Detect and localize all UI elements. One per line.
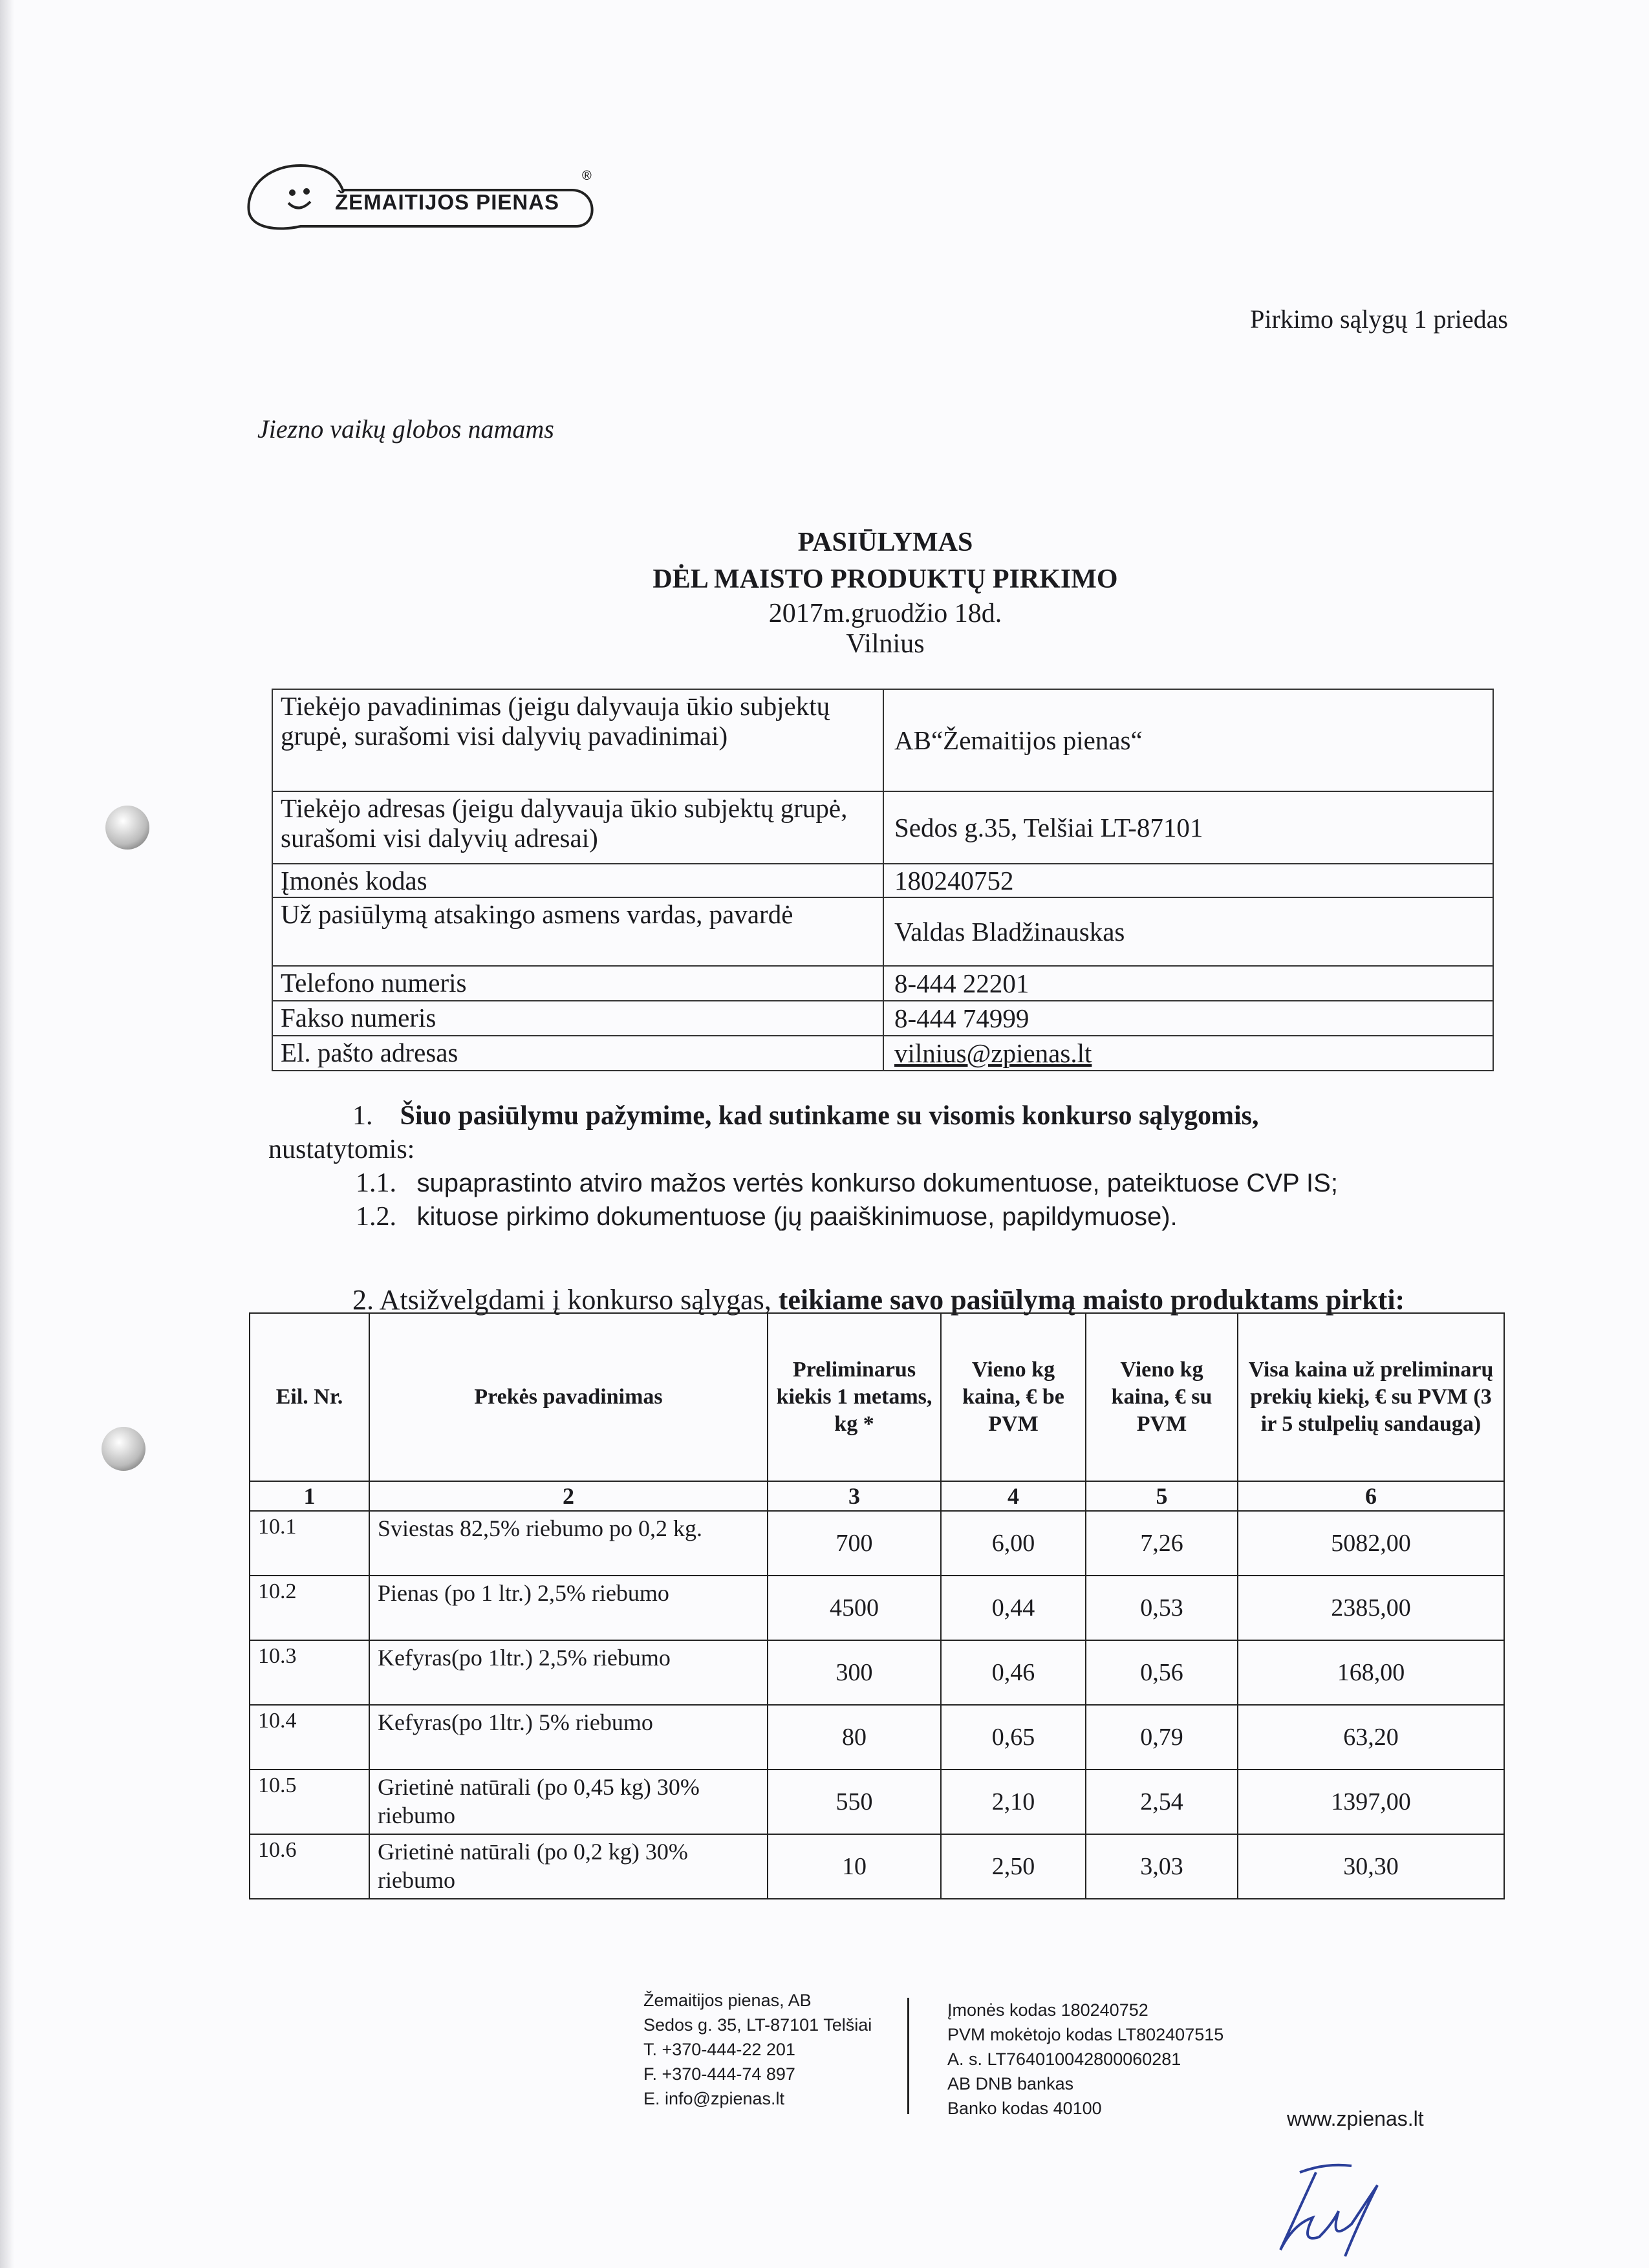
- product-name: Sviestas 82,5% riebumo po 0,2 kg.: [369, 1511, 768, 1576]
- product-row: [250, 1640, 1504, 1705]
- info-label: Tiekėjo pavadinimas (jeigu dalyvauja ūkio subjektų grupė, surašomi visi dalyvių pavadinimai): [272, 689, 883, 791]
- doc-city: Vilnius: [846, 629, 925, 659]
- product-qty: 10: [768, 1834, 941, 1899]
- section-2-statement: teikiame savo pasiūlymą maisto produktams pirkti:: [778, 1284, 1405, 1316]
- col-number: 1: [250, 1481, 369, 1511]
- product-name: Grietinė natūrali (po 0,45 kg) 30% riebumo: [369, 1770, 768, 1834]
- footer-line: Sedos g. 35, LT-87101 Telšiai: [643, 2015, 872, 2035]
- item-text: supaprastinto atviro mažos vertės konkurso dokumentuose, pateiktuose CVP IS;: [416, 1169, 1338, 1197]
- info-row: [272, 791, 1493, 864]
- product-price-vat: 7,26: [1086, 1511, 1238, 1576]
- section-1-statement: Šiuo pasiūlymu pažymime, kad sutinkame su visomis konkurso sąlygomis,: [400, 1101, 1259, 1131]
- info-label: Telefono numeris: [272, 966, 883, 1001]
- product-nr: 10.6: [250, 1834, 369, 1899]
- info-row: [272, 966, 1493, 1001]
- info-row: [272, 689, 1493, 791]
- col-number: 5: [1086, 1481, 1238, 1511]
- product-name: Pienas (po 1 ltr.) 2,5% riebumo: [369, 1576, 768, 1640]
- info-value: 8-444 74999: [883, 1001, 1493, 1036]
- footer-line: T. +370-444-22 201: [643, 2040, 795, 2059]
- doc-title: PASIŪLYMAS: [797, 528, 973, 557]
- info-row: [272, 864, 1493, 897]
- section-1-cont: nustatytomis:: [268, 1135, 415, 1164]
- product-nr: 10.1: [250, 1511, 369, 1576]
- footer-line: Įmonės kodas 180240752: [947, 2000, 1148, 2020]
- product-name: Grietinė natūrali (po 0,2 kg) 30% riebumo: [369, 1834, 768, 1899]
- section-2-intro: 2. Atsižvelgdami į konkurso sąlygas,: [352, 1284, 779, 1316]
- info-value: 8-444 22201: [883, 966, 1493, 1001]
- punch-hole: [105, 806, 149, 850]
- supplier-info-table: [272, 689, 1494, 1071]
- product-qty: 80: [768, 1705, 941, 1770]
- col-header: Prekės pavadinimas: [369, 1313, 768, 1481]
- product-qty: 4500: [768, 1576, 941, 1640]
- header-row: [250, 1313, 1504, 1481]
- info-value: Valdas Bladžinauskas: [883, 897, 1493, 966]
- product-qty: 300: [768, 1640, 941, 1705]
- product-nr: 10.3: [250, 1640, 369, 1705]
- product-qty: 550: [768, 1770, 941, 1834]
- product-total: 2385,00: [1238, 1576, 1504, 1640]
- section-1-number: 1.: [352, 1101, 373, 1131]
- col-number: 4: [941, 1481, 1086, 1511]
- products-table: [249, 1312, 1505, 1899]
- product-total: 63,20: [1238, 1705, 1504, 1770]
- annex-label: Pirkimo sąlygų 1 priedas: [1250, 305, 1508, 334]
- product-name: Kefyras(po 1ltr.) 2,5% riebumo: [369, 1640, 768, 1705]
- footer-line: PVM mokėtojo kodas LT802407515: [947, 2025, 1224, 2044]
- product-row: [250, 1834, 1504, 1899]
- info-label: Įmonės kodas: [272, 864, 883, 897]
- recipient: Jiezno vaikų globos namams: [257, 414, 554, 444]
- product-total: 168,00: [1238, 1640, 1504, 1705]
- product-row: [250, 1511, 1504, 1576]
- info-label: Už pasiūlymą atsakingo asmens vardas, pavardė: [272, 897, 883, 966]
- col-header: Eil. Nr.: [250, 1313, 369, 1481]
- product-total: 5082,00: [1238, 1511, 1504, 1576]
- doc-date: 2017m.gruodžio 18d.: [768, 599, 1002, 628]
- product-price: 2,10: [941, 1770, 1086, 1834]
- info-row: [272, 897, 1493, 966]
- product-price: 2,50: [941, 1834, 1086, 1899]
- footer-line: E. info@zpienas.lt: [643, 2089, 785, 2108]
- product-price-vat: 3,03: [1086, 1834, 1238, 1899]
- product-price-vat: 2,54: [1086, 1770, 1238, 1834]
- scan-edge-shadow: [0, 0, 14, 2268]
- footer-line: AB DNB bankas: [947, 2074, 1074, 2093]
- product-row: [250, 1705, 1504, 1770]
- logo-text: ŽEMAITIJOS PIENAS: [335, 190, 560, 214]
- footer-line: F. +370-444-74 897: [643, 2064, 795, 2084]
- product-name: Kefyras(po 1ltr.) 5% riebumo: [369, 1705, 768, 1770]
- product-price: 0,44: [941, 1576, 1086, 1640]
- product-nr: 10.4: [250, 1705, 369, 1770]
- item-number: 1.1.: [356, 1168, 396, 1198]
- product-qty: 700: [768, 1511, 941, 1576]
- info-value: AB“Žemaitijos pienas“: [883, 689, 1493, 791]
- footer-line: Žemaitijos pienas, AB: [643, 1991, 812, 2010]
- info-value: 180240752: [883, 864, 1493, 897]
- col-header: Visa kaina už preliminarų prekių kiekį, € su PVM (3 ir 5 stulpelių sandauga): [1238, 1313, 1504, 1481]
- info-value: vilnius@zpienas.lt: [883, 1036, 1493, 1071]
- info-label: Tiekėjo adresas (jeigu dalyvauja ūkio subjektų grupė, surašomi visi dalyvių adresai): [272, 791, 883, 864]
- doc-subtitle: DĖL MAISTO PRODUKTŲ PIRKIMO: [652, 564, 1118, 594]
- product-price-vat: 0,53: [1086, 1576, 1238, 1640]
- col-header: Preliminarus kiekis 1 metams, kg *: [768, 1313, 941, 1481]
- col-header: Vieno kg kaina, € su PVM: [1086, 1313, 1238, 1481]
- info-row: [272, 1001, 1493, 1036]
- product-total: 30,30: [1238, 1834, 1504, 1899]
- product-price: 0,65: [941, 1705, 1086, 1770]
- footer-line: Banko kodas 40100: [947, 2099, 1102, 2118]
- product-total: 1397,00: [1238, 1770, 1504, 1834]
- product-price-vat: 0,79: [1086, 1705, 1238, 1770]
- footer-company: [643, 1988, 872, 2111]
- column-number-row: [250, 1481, 1504, 1511]
- info-label: Fakso numeris: [272, 1001, 883, 1036]
- product-nr: 10.5: [250, 1770, 369, 1834]
- info-row: [272, 1036, 1493, 1071]
- punch-hole: [102, 1427, 146, 1471]
- item-number: 1.2.: [356, 1202, 396, 1232]
- col-header: Vieno kg kaina, € be PVM: [941, 1313, 1086, 1481]
- footer-divider: [907, 1998, 909, 2114]
- footer-bank: [947, 1998, 1223, 2121]
- product-price: 6,00: [941, 1511, 1086, 1576]
- info-label: El. pašto adresas: [272, 1036, 883, 1071]
- product-price-vat: 0,56: [1086, 1640, 1238, 1705]
- section-2: [352, 1283, 1405, 1316]
- col-number: 3: [768, 1481, 941, 1511]
- product-row: [250, 1770, 1504, 1834]
- col-number: 6: [1238, 1481, 1504, 1511]
- info-value: Sedos g.35, Telšiai LT-87101: [883, 791, 1493, 864]
- product-price: 0,46: [941, 1640, 1086, 1705]
- footer-line: A. s. LT764010042800060281: [947, 2049, 1181, 2069]
- col-number: 2: [369, 1481, 768, 1511]
- product-row: [250, 1576, 1504, 1640]
- svg-text:®: ®: [582, 169, 592, 183]
- company-logo: [239, 154, 601, 235]
- footer-website: www.zpienas.lt: [1287, 2107, 1424, 2130]
- signature: [1255, 2146, 1403, 2263]
- item-text: kituose pirkimo dokumentuose (jų paaiškinimuose, papildymuose).: [416, 1203, 1178, 1231]
- section-1: [268, 1099, 1491, 1234]
- product-nr: 10.2: [250, 1576, 369, 1640]
